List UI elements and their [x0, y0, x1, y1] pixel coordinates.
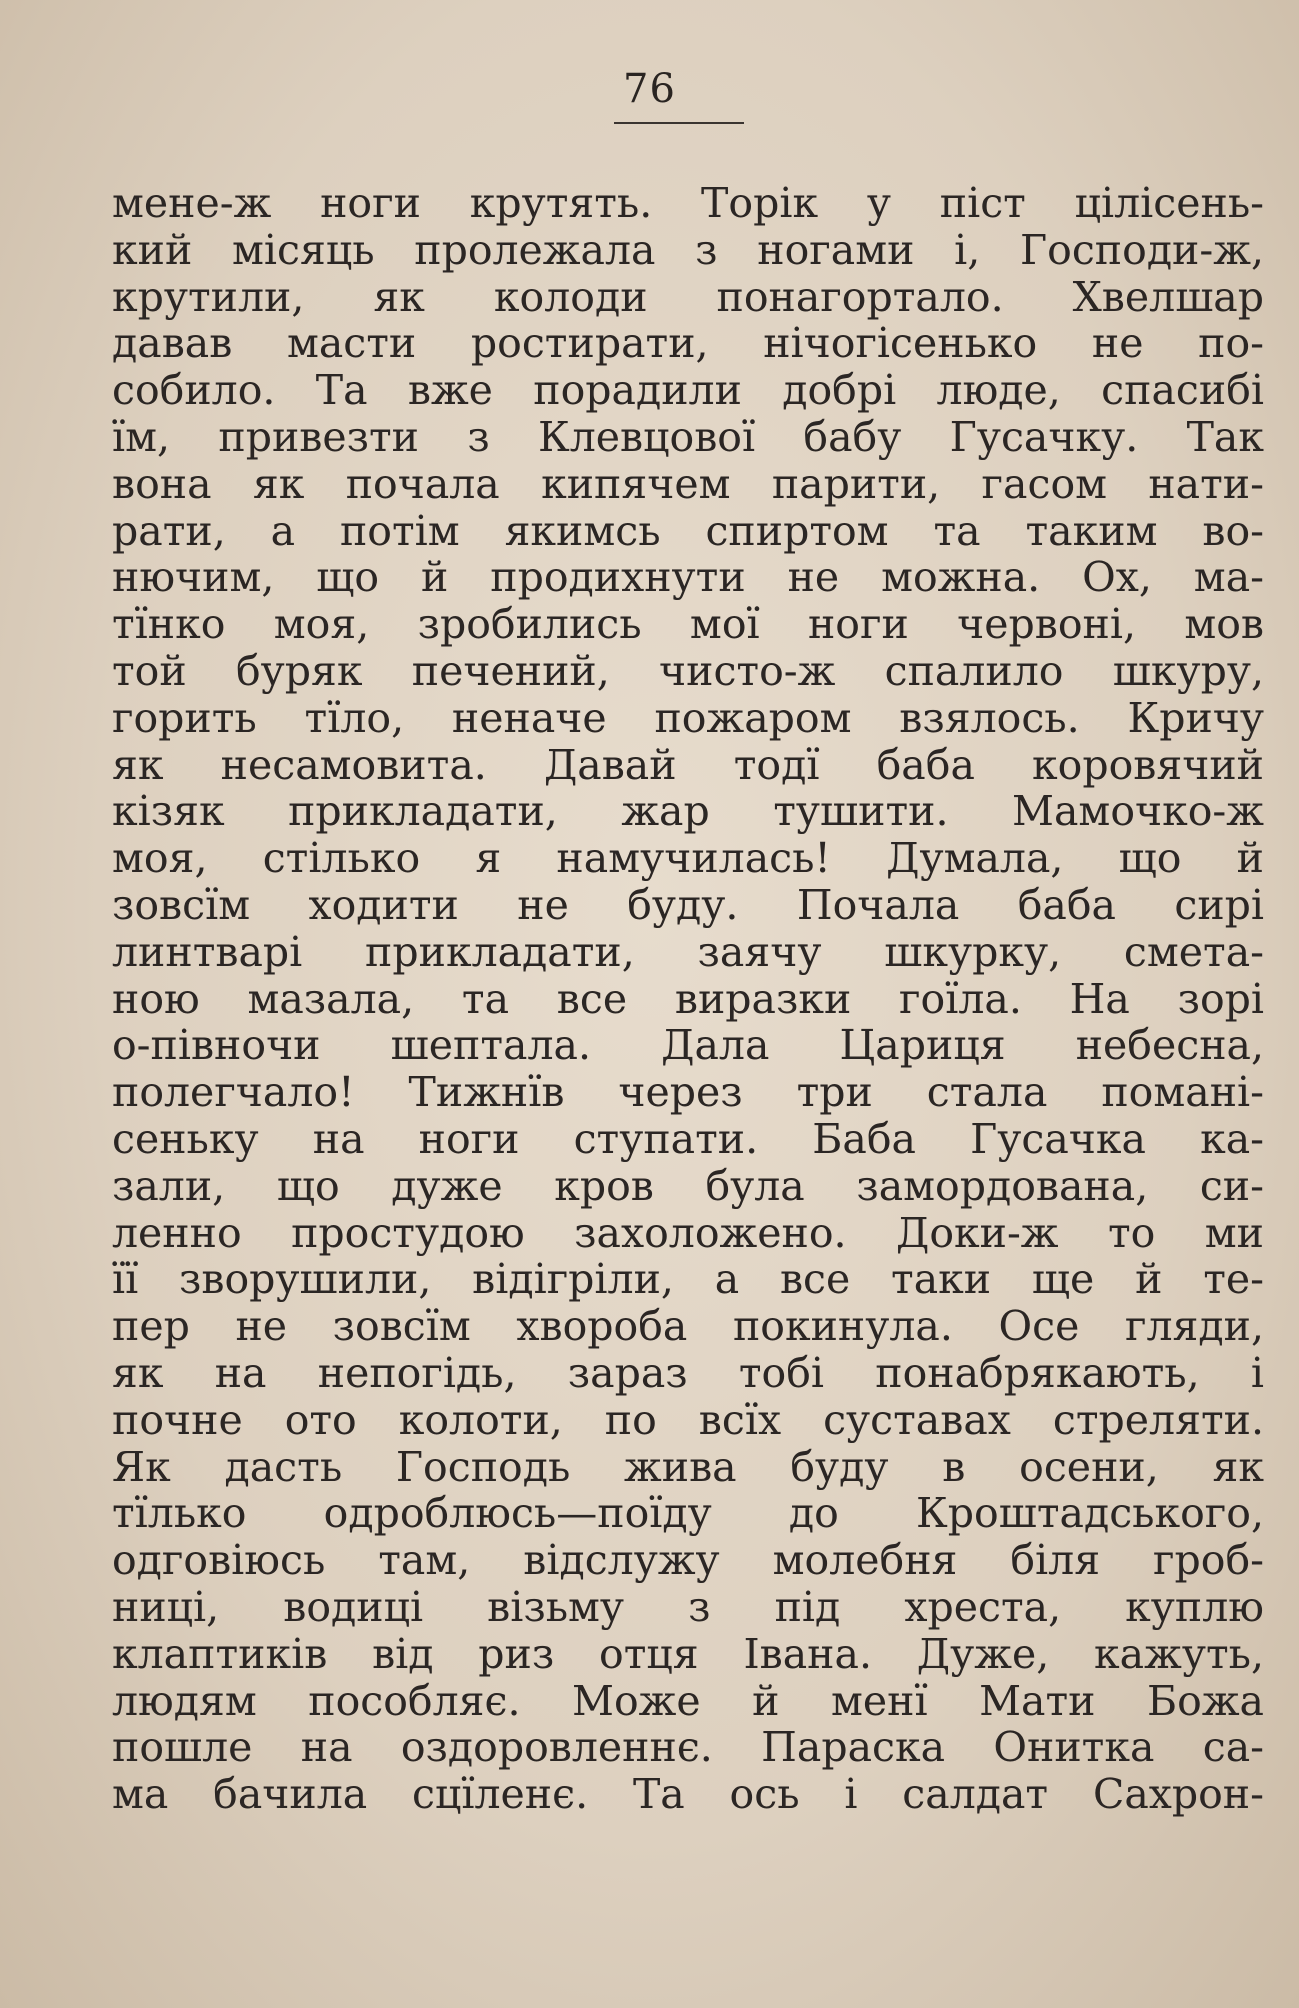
- text-line: ма бачила сцїленє. Та ось і салдат Сахрон-: [112, 1771, 1264, 1818]
- text-line: ленно простудою захоложено. Доки-ж то ми: [112, 1209, 1264, 1257]
- text-line: о-півночи шептала. Дала Цариця небесна,: [112, 1022, 1264, 1070]
- text-line: ниці, водиці візьму з під хреста, куплю: [112, 1583, 1264, 1631]
- text-line: зали, що дуже кров була замордована, си-: [112, 1162, 1264, 1210]
- text-line: як на непогідь, зараз тобі понабрякають, і: [112, 1349, 1264, 1397]
- text-line: линтварі прикладати, заячу шкурку, смета-: [112, 928, 1264, 976]
- text-line: сеньку на ноги ступати. Баба Гусачка ка-: [112, 1115, 1264, 1163]
- text-line: клаптиків від риз отця Івана. Дуже, кажуть,: [112, 1630, 1264, 1678]
- text-line: рати, а потім якимсь спиртом та таким во-: [112, 507, 1264, 555]
- text-line: крутили, як колоди понагортало. Хвелшар: [112, 273, 1264, 321]
- page-number: 76: [623, 66, 676, 112]
- text-line: вона як почала кипячем парити, гасом нати-: [112, 460, 1264, 508]
- text-line: їм, привезти з Клевцової бабу Гусачку. Так: [112, 413, 1264, 461]
- text-line: тїнко моя, зробились мої ноги червоні, мов: [112, 601, 1264, 648]
- text-line: як несамовита. Давай тодї баба коровячий: [112, 741, 1264, 789]
- text-line: той буряк печений, чисто-ж спалило шкуру,: [112, 647, 1264, 695]
- text-line: зовсїм ходити не буду. Почала баба сирі: [112, 881, 1264, 929]
- text-line: Як дасть Господь жива буду в осени, як: [112, 1443, 1264, 1491]
- text-line: тїлько одроблюсь—поїду до Кроштадського,: [112, 1490, 1264, 1538]
- body-text: [112, 180, 1264, 1818]
- text-line: пошле на оздоровленнє. Параска Онитка са-: [112, 1724, 1264, 1772]
- text-line: полегчало! Тижнїв через три стала помані-: [112, 1069, 1264, 1116]
- text-line: собило. Та вже порадили добрі люде, спасибі: [112, 367, 1264, 414]
- text-line: пер не зовсїм хвороба покинула. Осе гляди,: [112, 1303, 1264, 1350]
- text-line: кізяк прикладати, жар тушити. Мамочко-ж: [112, 788, 1264, 836]
- text-line: кий місяць пролежала з ногами і, Господи-ж,: [112, 226, 1264, 274]
- text-line: її зворушили, відігріли, а все таки ще й те-: [112, 1256, 1264, 1304]
- text-line: людям пособляє. Може й менї Мати Божа: [112, 1677, 1264, 1725]
- text-line: горить тїло, неначе пожаром взялось. Кричу: [112, 694, 1264, 742]
- text-line: одговіюсь там, відслужу молебня біля гроб-: [112, 1537, 1264, 1584]
- header-rule: [614, 122, 744, 124]
- text-line: давав масти ростирати, нічогісенько не по-: [112, 320, 1264, 368]
- text-line: моя, стілько я намучилась! Думала, що й: [112, 835, 1264, 882]
- text-line: мене-ж ноги крутять. Торік у піст цілісень-: [112, 180, 1264, 227]
- text-line: почне ото колоти, по всїх суставах стреляти.: [112, 1396, 1264, 1444]
- text-line: нючим, що й продихнути не можна. Ох, ма-: [112, 554, 1264, 602]
- text-line: ною мазала, та все виразки гоїла. На зорі: [112, 975, 1264, 1023]
